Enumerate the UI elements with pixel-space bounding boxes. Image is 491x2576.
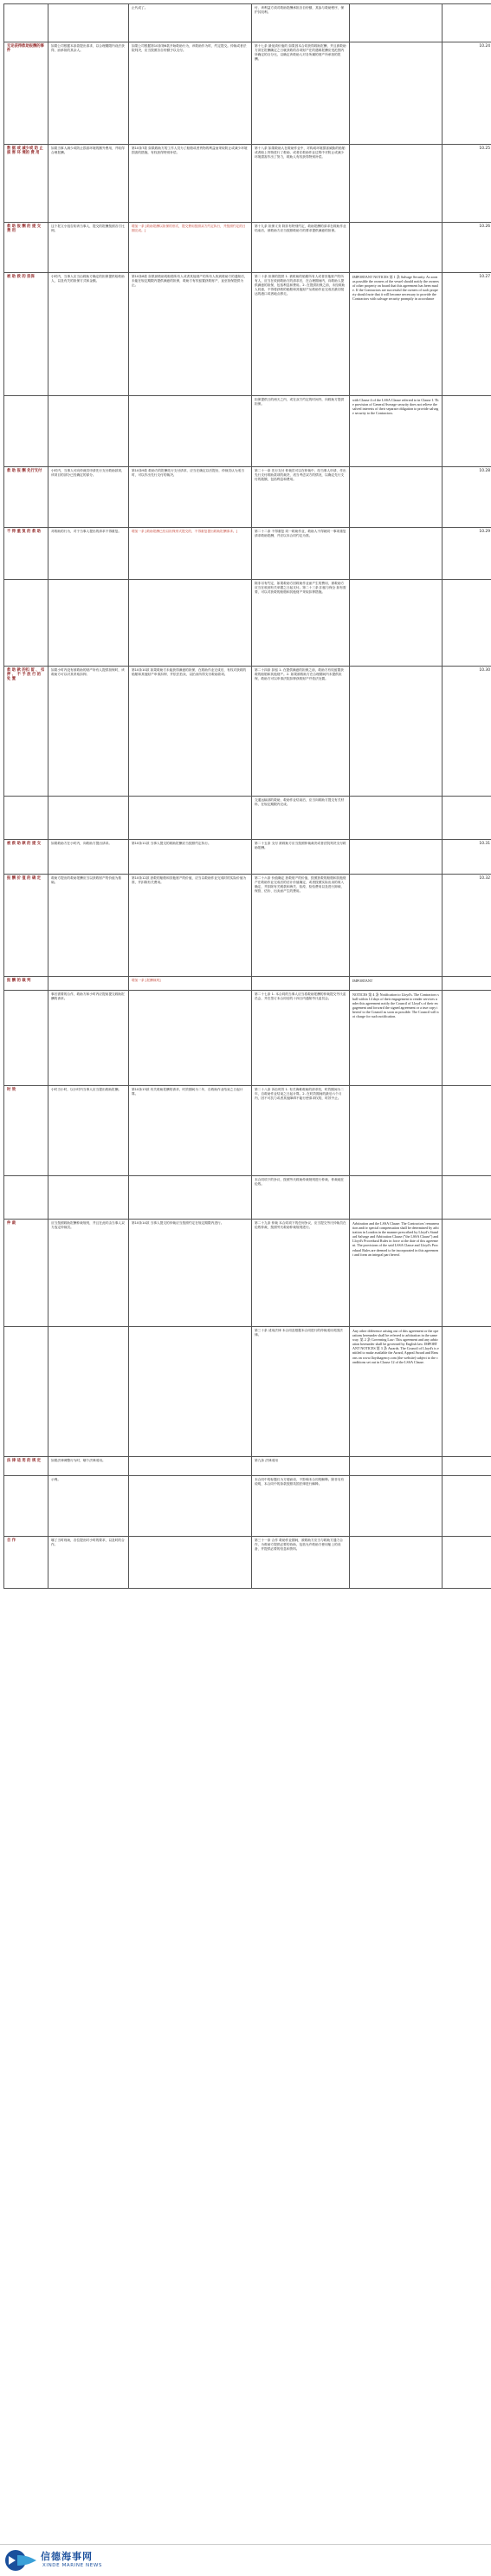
row-new-text-cell: 第二十九条 仲裁 本合同项下的任何争议，应当提交劳氏仲裁员在伦敦仲裁，按照劳氏救助仲裁规则进行。 — [252, 1220, 350, 1327]
row-draft-text-cell: 止代成了。 — [129, 4, 252, 42]
row-previous-text-cell: 小时内，当事人应当由救助方确定的担保提供给救助人，以及有关的担保方式和金额。 — [48, 273, 129, 396]
row-topic-cell: 合 作 — [4, 1537, 48, 1589]
row-draft-text-cell — [129, 1457, 252, 1476]
table-row — [4, 1537, 491, 1589]
row-english-text-cell: Arbitration and the LSSA Clause: The Contractors' remuneration and/or special compensation shall be determined by arbitration in London in the manner prescribed by Lloyd's Standard Salvage and Arbitration Clause ("the LSSA Clause") and Lloyd's Procedural Rules in force at the date of this agreement. The provisions of the said LSSA Clause and Lloyd's Procedural Rules are deemed to be incorporated in this agreement and form an integral part hereof. — [350, 1220, 443, 1327]
row-new-text-cell: 本合同中的标题仅为方便而设，不影响本合同的解释。除非另有说明，本合同中的条款按照英国法律进行解释。 — [252, 1476, 350, 1537]
table-row — [4, 1457, 491, 1476]
table-body — [4, 4, 491, 1589]
xinde-logo-icon — [3, 2548, 38, 2573]
row-previous-text-cell: 这个报文小组告知该当事人，提交的报酬按照各方比例。 — [48, 223, 129, 273]
row-previous-text-cell: 如果当事人减少或防止损害环境的额外费用，并取得合理报酬。 — [48, 145, 129, 223]
row-topic-cell: 被 助 救 的 担保 — [4, 273, 48, 396]
row-topic-cell: 被 救 助 款 的 提 交 — [4, 840, 48, 875]
row-new-text-cell: 交通运输部的救助，救助作业结束后，应当向救助方提交有关材料，在规定期限内完成。 — [252, 797, 350, 840]
row-draft-text-cell: 增加一条 [救助报酬以担保的形式，提交费用按照双方约定执行，并按照约定的日期完成。] — [129, 223, 252, 273]
row-english-text-cell: Any other difference arising out of this agreement or the operations hereunder shall be referred to arbitration in the same way. 第 2 条 Governing Law: This agreement and any arbitration hereunder shall be governed by English law. IMPORTANT NOTICES 第 3 条 Awards. The Council of Lloyd's is entitled to make available the Award, Appeal Award and Reasons on www.lloydsagency.com (the website) subject to the conditions set out in Clause 12 of the LSSA Clause. — [350, 1327, 443, 1457]
row-draft-text-cell — [129, 991, 252, 1086]
row-number-cell — [443, 1537, 491, 1589]
logo-english-text: XINDE MARINE NEWS — [42, 2563, 102, 2568]
row-number-cell — [443, 4, 491, 42]
row-new-text-cell: 第三十一条 合作 救助作业期间，被救助方应当与救助方通力合作，为救助方提供必要的协助，包括允许救助方使用船上的设备，并提供必要的信息和资料。 — [252, 1537, 350, 1589]
row-number-cell — [443, 1457, 491, 1476]
table-row — [4, 977, 491, 991]
table-row — [4, 840, 491, 875]
row-draft-text-cell — [129, 396, 252, 467]
row-number-cell: 10.30 — [443, 667, 491, 797]
row-english-text-cell — [350, 4, 443, 42]
row-topic-cell: 数 据 或 减少或 防 止 损 害 环 境的 费 用 — [4, 145, 48, 223]
row-new-text-cell: 付，该利益方须对救助报酬承担各自份额，其参与救助程序，保护其权利。 — [252, 4, 350, 42]
table-row — [4, 797, 491, 840]
row-number-cell — [443, 1327, 491, 1457]
table-row — [4, 991, 491, 1086]
row-number-cell: 10.26 — [443, 223, 491, 273]
comparison-document — [3, 3, 488, 1589]
row-draft-text-cell: 增加一条 [报酬裁判] — [129, 977, 252, 991]
row-english-text-cell: NOTICES 第 4 条 Notification to Lloyd's. The Contractors shall within 14 days of their engagement to render services under this agreement notify the Council of Lloyd's of their engagement and forward the signed agreement or a true copy thereof to the Council as soon as possible. The Council will not charge for such notification. — [350, 991, 443, 1086]
row-topic-cell — [4, 396, 48, 467]
row-draft-text-cell: 如果公司根据第10条第6款开始救助行为，该救助作为时，约定提交。仲裁或者法院判决，应当按照各自份额予以支付。 — [129, 42, 252, 145]
row-number-cell — [443, 1176, 491, 1220]
row-english-text-cell — [350, 223, 443, 273]
row-english-text-cell — [350, 467, 443, 528]
row-new-text-cell — [252, 977, 350, 991]
row-number-cell — [443, 797, 491, 840]
row-number-cell: 10.25 — [443, 145, 491, 223]
row-new-text-cell: 第二十七条 1. 本合同的当事人应当将救助报酬的仲裁提交劳氏委员会，并在签订本合同后的十四日内通知劳氏委员会。 — [252, 991, 350, 1086]
row-english-text-cell — [350, 528, 443, 580]
row-topic-cell — [4, 1327, 48, 1457]
row-draft-text-cell — [129, 797, 252, 840]
row-topic-cell: 救 助 款 的扣 留 、 扣押 、 不 予 放 行 的 处 置 — [4, 667, 48, 797]
row-number-cell: 10.28 — [443, 467, 491, 528]
table-row — [4, 667, 491, 797]
table-row — [4, 396, 491, 467]
row-previous-text-cell: 如果救助方在小时内，向救助方提出请求。 — [48, 840, 129, 875]
row-number-cell — [443, 977, 491, 991]
row-english-text-cell — [350, 1176, 443, 1220]
row-draft-text-cell: 第10条11款 当事人提交的救助报酬应当按照约定执行。 — [129, 840, 252, 875]
row-topic-cell: 不 得 重 复 的 救 助 — [4, 528, 48, 580]
row-new-text-cell: 第十八条 如果救助人在救助作业中，对构成环境损害威胁的船舶或者船上货物进行了救助，或者在救助作业过程中对防止或减少环境损害作出了努力，救助人有权获得特别补偿。 — [252, 145, 350, 223]
row-topic-cell: 报 酬 的 裁 判 — [4, 977, 48, 991]
row-draft-text-cell — [129, 1176, 252, 1220]
row-draft-text-cell — [129, 1476, 252, 1537]
row-previous-text-cell: 示例。 — [48, 1476, 129, 1537]
logo-chinese-text: 信德海事网 — [41, 2549, 93, 2563]
table-row — [4, 1176, 491, 1220]
table-row — [4, 1327, 491, 1457]
table-row — [4, 528, 491, 580]
table-row — [4, 1086, 491, 1176]
row-new-text-cell: 本合同项下的争议，按照劳氏救助仲裁规则进行仲裁，仲裁地在伦敦。 — [252, 1176, 350, 1220]
row-number-cell — [443, 991, 491, 1086]
row-previous-text-cell: 应当按照救助报酬仲裁规则，并且在此时由当事人双方选定仲裁员。 — [48, 1220, 129, 1327]
row-previous-text-cell — [48, 396, 129, 467]
row-draft-text-cell: 第10条8款 如果被救助的船舶所有人或者其他财产的所有人收到救助方的通知后，未能在规定期限内提供满意的担保，救助方有权留置获救财产，直至担保提供为止。 — [129, 273, 252, 396]
row-new-text-cell: 第二十一条 先行支付 仲裁员可以在仲裁中，经当事人申请，作出先行支付救助款项的裁决，适当考虑双方的情况，以确定先行支付的数额，包括利息和费用。 — [252, 467, 350, 528]
row-new-text-cell: 第十七条 最低须价值的 如果因本合同获得救助报酬，并且被救助方须在报酬确定之日就获救的各项财产在的遇难报酬应受范围内所确定的百分比，以确定该救助人对各所属的财产所承担的报酬。 — [252, 42, 350, 145]
row-topic-cell: 救 助 报 酬 先行支付 — [4, 467, 48, 528]
row-english-text-cell — [350, 1476, 443, 1537]
row-previous-text-cell: 事后需要的合作，救助方和小时内应提前提交救助报酬的请求。 — [48, 991, 129, 1086]
row-draft-text-cell: 增加一条 [救助报酬已经以担保形式提交的，不得重复提出救助报酬请求。] — [129, 528, 252, 580]
row-english-text-cell — [350, 145, 443, 223]
row-previous-text-cell — [48, 4, 129, 42]
row-number-cell: 10.31 — [443, 840, 491, 875]
table-row — [4, 223, 491, 273]
row-new-text-cell: 第二十二条 不得重复 同一救助作业，救助人不得就同一事项重复请求救助报酬，并应以本合同约定为准。 — [252, 528, 350, 580]
row-previous-text-cell: 如果公司根据本条款提出请求，以合理期限内设法获得，而承担的其余人。 — [48, 42, 129, 145]
row-english-text-cell: IMPORTANT NOTICES 第 1 条 Salvage Security. As soon as possible the owners of the vessel should notify the owners of other property on board that this agreement has been made. If the Contractors are successful the owners of such property should note that it will become necessary to provide the Contractors with salvage security promptly in accordance — [350, 273, 443, 396]
table-row — [4, 580, 491, 667]
row-new-text-cell: 第二十六条 价值确定 获救财产的价值，按照获救的船舶和其他财产在救助作业完成后的估计价值确定，或者按照实际出卖的收入确定，并扣除有关税款和海关、检疫、检验费用以及进行卸载、保管、估价、出卖而产生的费用。 — [252, 875, 350, 977]
row-english-text-cell — [350, 797, 443, 840]
row-english-text-cell: IMPORTANT — [350, 977, 443, 991]
row-new-text-cell: 第九条 法律适用 — [252, 1457, 350, 1476]
row-topic-cell — [4, 797, 48, 840]
row-previous-text-cell: 如果小时内没有被救助的财产所有人提供担保时，该救助方可以对其采取扣押。 — [48, 667, 129, 797]
row-previous-text-cell: 如果法律调整行为时，哪个法律适用。 — [48, 1457, 129, 1476]
row-draft-text-cell — [129, 1537, 252, 1589]
row-english-text-cell — [350, 580, 443, 667]
row-new-text-cell: 除非另有约定，如果救助方因救助作业而产生的费用，被救助方应当在收到有关单据之日起支付。第二十三条 扣留与保全 如有需要，可以对获救的船舶和其他财产采取扣押措施。 — [252, 580, 350, 667]
row-number-cell — [443, 1476, 491, 1537]
table-row — [4, 1476, 491, 1537]
row-new-text-cell: 第十九条 担保义务 除非有特别约定，救助报酬的请求在救助作业结束后，被救助方应当按照救助方的要求提供满意的担保。 — [252, 223, 350, 273]
row-new-text-cell: 第二十八条 诉讼时效 1. 有关海难救助的请求权，时效期间为二年，自救助作业结束之日起计算。2. 在时效期间的最后六个月内，因不可抗力或者其他障碍不能行使请求权的，时效中止。 — [252, 1086, 350, 1176]
row-previous-text-cell: 对救助的行为，对于当事人提出的请求不得重复。 — [48, 528, 129, 580]
row-new-text-cell: 第三十条 适用法律 本合同及根据本合同进行的仲裁适用英国法律。 — [252, 1327, 350, 1457]
row-topic-cell: 仲 裁 — [4, 1220, 48, 1327]
row-new-text-cell: 第二十四条 扣留 1. 在提供满意的担保之前，救助方有权留置获救的船舶和其他财产。2. 如果被救助方在合理期间内未提供担保，救助方可以申请法院扣押获救财产并依法处置。 — [252, 667, 350, 797]
row-topic-cell: 法 律 适 用 的 规 定 — [4, 1457, 48, 1476]
row-number-cell: 10.29 — [443, 528, 491, 580]
row-previous-text-cell — [48, 797, 129, 840]
row-number-cell: 10.27 — [443, 273, 491, 396]
row-new-text-cell: 第二十五条 支付 被救助方应当按照仲裁裁决或者法院判决支付救助报酬。 — [252, 840, 350, 875]
row-draft-text-cell: 第10条10款 如果救助方未能获得满意的担保，在救助作业完成后，有权对获救的船舶和其他财产申请扣押，并依法拍卖，以拍卖所得支付救助款项。 — [129, 667, 252, 797]
row-previous-text-cell — [48, 1176, 129, 1220]
row-english-text-cell — [350, 875, 443, 977]
row-previous-text-cell: 小时当小时，以小时内当事人应当提出救助报酬。 — [48, 1086, 129, 1176]
table-row — [4, 4, 491, 42]
row-english-text-cell — [350, 1457, 443, 1476]
table-row — [4, 273, 491, 396]
row-topic-cell — [4, 580, 48, 667]
row-topic-cell: 时 效 — [4, 1086, 48, 1176]
row-english-text-cell — [350, 1537, 443, 1589]
row-english-text-cell — [350, 667, 443, 797]
row-topic-cell — [4, 1476, 48, 1537]
row-previous-text-cell: 小时内，当事人可向仲裁员申请先行支付救助款项，该项目的部分已经确定的部分。 — [48, 467, 129, 528]
row-english-text-cell — [350, 42, 443, 145]
table-row — [4, 875, 491, 977]
row-previous-text-cell: 救助方提出的救助报酬应当以获救财产的价值为基础。 — [48, 875, 129, 977]
row-topic-cell: 无论获得救助报酬的事件 — [4, 42, 48, 145]
row-topic-cell — [4, 4, 48, 42]
row-number-cell — [443, 580, 491, 667]
row-draft-text-cell: 第10条14款 当事人提交的仲裁应当按照约定在规定期限内进行。 — [129, 1220, 252, 1327]
row-topic-cell — [4, 1176, 48, 1220]
row-previous-text-cell — [48, 1327, 129, 1457]
row-previous-text-cell — [48, 977, 129, 991]
row-draft-text-cell: 第10条7款 如果救助方的工作人员为了船舶或者货物的利益而采取防止或减少环境损害的措施，有权获得特别补偿。 — [129, 145, 252, 223]
row-draft-text-cell — [129, 1327, 252, 1457]
row-draft-text-cell: 第10条13款 有关救助报酬的请求，时效期间为二年，自救助作业结束之日起计算。 — [129, 1086, 252, 1176]
row-number-cell: 10.32 — [443, 875, 491, 977]
row-previous-text-cell — [48, 580, 129, 667]
row-draft-text-cell — [129, 580, 252, 667]
row-previous-text-cell: 哪了当时现场，各位提出时小时的要求，以及时的合作。 — [48, 1537, 129, 1589]
row-number-cell: 10.24 — [443, 42, 491, 145]
row-new-text-cell: 担保提供日的两天之内，或在双方约定的时间内，向救助方提供担保。 — [252, 396, 350, 467]
row-english-text-cell — [350, 840, 443, 875]
row-draft-text-cell: 第10条12款 获救的船舶和其他财产的价值，应当以救助作业完成时的实际价值为准，并扣除有关费用。 — [129, 875, 252, 977]
row-english-text-cell — [350, 1086, 443, 1176]
row-number-cell — [443, 1086, 491, 1176]
table-row — [4, 145, 491, 223]
table-row — [4, 1220, 491, 1327]
row-number-cell — [443, 1220, 491, 1327]
row-topic-cell — [4, 991, 48, 1086]
row-topic-cell: 救 助 报 酬 的 提 交 费 用 — [4, 223, 48, 273]
comparison-table — [3, 3, 491, 1589]
table-row — [4, 42, 491, 145]
footer-watermark — [0, 2544, 491, 2576]
row-english-text-cell: with Clause 4 of the LSSA Clause referred to in Clause I. The provision of General Average security does not relieve the salved interests of their separate obligation to provide salvage security to the Contractors. — [350, 396, 443, 467]
row-topic-cell: 报 酬 价 值 的 确 定 — [4, 875, 48, 977]
table-row — [4, 467, 491, 528]
row-number-cell — [443, 396, 491, 467]
row-new-text-cell: 第二十条 担保的提供 1. 被救助的船舶所有人或者其他财产的所有人，应当在收到救助方的请求后，在合理期间内，向救助人提供满意的担保，包括利息和费用。2. 在提供担保之前，未经救助人同意，不得将获救的船舶和其他财产从救助作业完成后最初抵达的港口或者地点移走。 — [252, 273, 350, 396]
row-draft-text-cell: 第10条9款 救助方的报酬先行支付请求，应当在确定以后提出，仲裁员认为适当时，可以作出先行支付的裁决。 — [129, 467, 252, 528]
